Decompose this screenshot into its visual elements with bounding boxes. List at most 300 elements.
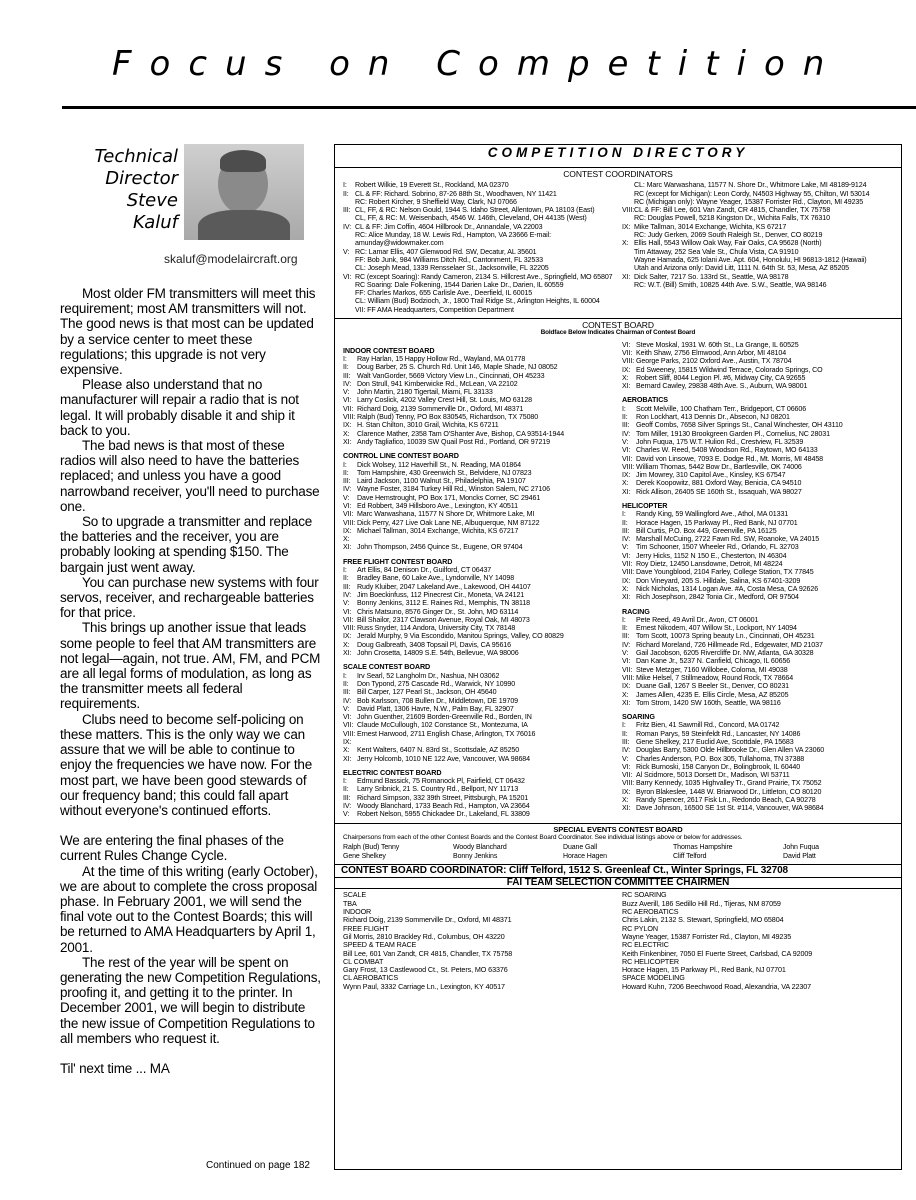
district-label: VI:	[343, 607, 352, 616]
directory-entry	[622, 382, 895, 390]
entry-text: Bill Curtis, P.O. Box 449, Greenville, PA 16125	[636, 526, 777, 535]
entry-text: George Parks, 2102 Oxford Ave., Austin, TX 78704	[636, 357, 792, 366]
fai-category: INDOOR	[343, 907, 372, 917]
directory-entry	[343, 810, 616, 818]
directory-entry	[622, 682, 895, 690]
directory-entry	[622, 560, 895, 568]
directory-entry	[343, 494, 616, 502]
article-paragraph: The bad news is that most of these radios will also need to have the batteries replaced; and unless you have a good narrowband receiver, you'll need to purchase one.	[60, 438, 320, 514]
directory-entry	[343, 281, 616, 289]
directory-entry	[622, 273, 895, 281]
board-heading: HELICOPTER	[622, 500, 668, 510]
directory-entry	[622, 641, 895, 649]
fai-entry	[622, 974, 893, 991]
entry-text: Ron Lockhart, 413 Dennis Dr., Absecon, NJ 08201	[636, 413, 790, 422]
fai-category: FREE FLIGHT	[343, 923, 389, 933]
district-label	[622, 231, 634, 239]
district-label: X:	[343, 535, 350, 544]
directory-entry	[622, 463, 895, 471]
entry-text: John Guenther, 21609 Borden-Greenville Rd., Borden, IN	[357, 713, 532, 722]
directory-entry	[622, 535, 895, 543]
directory-entry	[343, 485, 616, 493]
entry-text: RC (except for Michigan): Leon Cordy, N4503 Highway 55, Chilton, WI 53014	[634, 189, 870, 198]
district-label: IX:	[343, 738, 352, 746]
directory-entry	[343, 794, 616, 802]
directory-entry	[343, 248, 616, 256]
board-heading: FREE FLIGHT CONTEST BOARD	[343, 556, 453, 566]
board-heading: SOARING	[622, 712, 655, 722]
author-label-line: Steve	[126, 190, 178, 211]
entry-text: Fritz Bien, 41 Sawmill Rd., Concord, MA 01742	[636, 721, 780, 730]
directory-title: COMPETITION DIRECTORY	[487, 145, 749, 160]
article-paragraph: Clubs need to become self-policing on these matters. This is the only way we can assure that we will be able to continue to enjoy the frequencies we have now. For the most part, we have been good stewards of our frequency band; this could fall apart without everyone's continued efforts.	[60, 711, 313, 818]
entry-text: CL & FF: Jim Coffin, 4604 Hillbrook Dr., Annandale, VA 22003	[355, 222, 543, 231]
district-label	[622, 214, 634, 222]
district-label: VIII:	[622, 673, 635, 682]
district-label: IX:	[622, 222, 631, 231]
entry-text: Rudy Kluiber, 2047 Lakeland Ave., Lakewood, OH 44107	[357, 582, 531, 591]
entry-text: Tom Scott, 10073 Spring beauty Ln., Cincinnati, OH 45231	[636, 632, 815, 641]
district-label: VIII:	[622, 206, 635, 215]
district-label: II:	[343, 363, 349, 372]
directory-entry	[343, 190, 616, 198]
district-label	[343, 297, 355, 305]
directory-entry	[622, 577, 895, 585]
directory-entry	[622, 755, 895, 763]
directory-entry	[622, 206, 895, 214]
directory-entry	[343, 802, 616, 810]
special-events-member: Thomas Hampshire	[673, 844, 733, 852]
directory-entry	[622, 214, 895, 222]
district-label: III:	[622, 421, 630, 430]
district-label: VI:	[343, 713, 352, 722]
district-label: V:	[622, 649, 629, 658]
special-events-heading: SPECIAL EVENTS CONTEST BOARD	[335, 823, 901, 834]
directory-entry	[622, 510, 895, 518]
entry-text: Don Vineyard, 205 S. Hilldale, Salina, KS 67401-3209	[636, 576, 801, 585]
district-label: VII:	[622, 454, 633, 463]
directory-entry	[343, 421, 616, 429]
district-label: V:	[622, 543, 629, 552]
directory-entry	[343, 388, 616, 396]
district-label: VI:	[622, 657, 631, 666]
directory-entry	[622, 446, 895, 454]
district-label: IX:	[622, 576, 631, 585]
special-events-names	[335, 842, 901, 864]
entry-text: Bob Karlsson, 708 Bullen Dr., Middletown, DE 19709	[357, 696, 519, 705]
special-events-member: Ralph (Bud) Tenny	[343, 844, 400, 852]
directory-entry	[343, 413, 616, 421]
entry-text: Jerry Hicks, 1152 N 150 E., Chesterton, IN 46304	[636, 551, 787, 560]
directory-entry	[343, 289, 616, 297]
directory-entry	[343, 649, 616, 657]
entry-text: Keith Shaw, 2756 Elmwood, Ann Arbor, MI 48104	[636, 348, 787, 357]
article-body	[60, 286, 322, 1076]
entry-text: Rick Burnoski, 158 Canyon Dr., Bolingbrook, IL 60440	[636, 762, 801, 771]
district-label: II:	[343, 468, 349, 477]
entry-text: Tim Attaway, 252 Sea Vale St., Chula Vista, CA 91910	[634, 247, 799, 256]
special-events-description: Chairpersons from each of the other Contest Boards and the Contest Board Coordinator. See individual listings above or below for addresses.	[343, 833, 743, 841]
photo-hair-shape	[220, 150, 266, 172]
entry-text: Robert Nelson, 5955 Chickadee Dr., Lakeland, FL 33809	[357, 810, 530, 819]
entry-text: John Martin, 2180 Tigertail, Miami, FL 33133	[357, 388, 493, 397]
entry-text: Wayne Foster, 3184 Turkey Hill Rd., Winston Salem, NC 27106	[357, 485, 550, 494]
entry-text: Steve Metzger, 7160 Willobee, Coloma, MI 49038	[636, 665, 788, 674]
entry-text: David Platt, 1306 Havre, N.W., Palm Bay, FL 32907	[357, 704, 514, 713]
district-label: X:	[622, 239, 629, 248]
directory-entry	[622, 788, 895, 796]
entry-text: Marshall McCuing, 2722 Fawn Rd. SW, Roanoke, VA 24015	[636, 535, 820, 544]
entry-text: Kent Walters, 6407 N. 83rd St., Scottsdale, AZ 85250	[357, 746, 520, 755]
entry-text: Walt VanGorder, 5669 Victory View Ln., Cincinnati, OH 45233	[357, 371, 545, 380]
article-paragraph: Most older FM transmitters will meet this requirement; most AM transmitters will not. The good news is that most can be updated by a service center to meet these regulations; this upgrade is not very expensive.	[60, 286, 316, 378]
district-label: III:	[343, 688, 351, 697]
district-label: I:	[343, 777, 347, 786]
district-label: II:	[622, 624, 628, 633]
fai-left-column	[343, 891, 614, 991]
directory-entry	[622, 666, 895, 674]
entry-text: Dave Youngblood, 2104 Farley, College Station, TX 77845	[636, 568, 814, 577]
directory-entry	[343, 641, 616, 649]
district-label: I:	[622, 404, 626, 413]
district-label: XI:	[622, 698, 631, 707]
district-label: II:	[622, 729, 628, 738]
directory-entry	[343, 430, 616, 438]
entry-text: RC (Michigan only): Wayne Yeager, 15387 Forrister Rd., Clayton, MI 49235	[634, 197, 864, 206]
district-label	[343, 214, 355, 222]
contest-board-list	[335, 338, 901, 819]
author-label-line: Director	[105, 168, 178, 189]
district-label: VIII:	[343, 518, 356, 527]
entry-text: Nick Nicholas, 1314 Logan Ave. #A, Costa Mesa, CA 92626	[636, 584, 819, 593]
entry-text: Barry Kennedy, 1035 Highvalley Tr., Grand Prairie, TX 75052	[636, 779, 822, 788]
entry-text: William Thomas, 5442 Bow Dr., Bartlesville, OK 74006	[636, 462, 802, 471]
fai-chairman: Wynn Paul, 3332 Carriage Ln., Lexington, KY 40517	[343, 981, 505, 991]
entry-text: Bonny Jenkins, 3112 E. Raines Rd., Memphis, TN 38118	[357, 599, 531, 608]
fai-chairman: Gary Frost, 13 Castlewood Ct., St. Peters, MO 63376	[343, 965, 508, 975]
district-label: II:	[343, 785, 349, 794]
district-label: VI:	[343, 501, 352, 510]
district-label	[622, 264, 634, 272]
district-label: X:	[343, 746, 350, 755]
entry-text: Robert Wilkie, 19 Everett St., Rockland, MA 02370	[355, 181, 509, 190]
directory-entry	[343, 608, 616, 616]
coordinators-list	[335, 178, 901, 314]
fai-category: RC PYLON	[622, 923, 658, 933]
district-label	[622, 181, 634, 189]
directory-entry	[343, 777, 616, 785]
district-label: II:	[343, 189, 349, 198]
entry-text: Roman Parys, 59 Steinfeldt Rd., Lancaster, NY 14086	[636, 729, 801, 738]
district-label: I:	[343, 181, 347, 190]
district-label: IX:	[343, 632, 352, 641]
entry-text: Robert Sliff, 8044 Legion Pl. #6, Midway City, CA 92655	[636, 373, 806, 382]
contest-board-subheading: Boldface Below Indicates Chairman of Contest Board	[540, 329, 696, 337]
district-label: I:	[622, 510, 626, 519]
directory-entry	[343, 396, 616, 404]
directory-entry	[622, 223, 895, 231]
district-label: VIII:	[343, 729, 356, 738]
entry-text: Michael Tallman, 3014 Exchange, Wichita, KS 67217	[357, 526, 519, 535]
header-divider	[62, 106, 916, 109]
district-label: V:	[343, 388, 350, 397]
entry-text: Ernest Nikodem, 407 Willow St., Lockport, NY 14094	[636, 624, 797, 633]
directory-entry	[622, 239, 895, 247]
article-paragraph: Please also understand that no manufacturer will repair a radio that is not legal. It will probably disable it and ship it back to you.	[60, 377, 299, 438]
entry-text: Larry Coslick, 4202 Valley Crest Hill, St. Louis, MO 63128	[357, 396, 533, 405]
entry-text: Dave Johnson, 16500 SE 1st St. #114, Vancouver, WA 98684	[636, 804, 824, 813]
directory-entry	[622, 738, 895, 746]
directory-entry	[622, 430, 895, 438]
fai-entry	[622, 958, 893, 975]
entry-text: Duane Gall, 1267 S Beeler St., Denver, CO 80231	[636, 682, 790, 691]
entry-text: Wayne Hamada, 625 Iolani Ave. Apt. 604, Honolulu, HI 96813-1812 (Hawaii)	[634, 255, 867, 264]
district-label: VII:	[343, 615, 354, 624]
entry-text: Gail Jacobson, 6205 Rivercliffe Dr. NW, Atlanta, GA 30328	[636, 649, 814, 658]
special-events-member: Woody Blanchard	[453, 844, 507, 852]
district-label	[343, 264, 355, 272]
district-label: VII:	[622, 771, 633, 780]
district-label: IV:	[343, 379, 352, 388]
entry-text: Edmund Bassick, 75 Romanock Pl, Fairfield, CT 06432	[357, 777, 525, 786]
district-label: XI:	[343, 543, 352, 552]
author-label-line: Technical	[94, 146, 178, 167]
entry-text: Tom Strom, 1420 SW 160th, Seattle, WA 98116	[636, 698, 781, 707]
district-label: VI:	[622, 340, 631, 349]
district-label: VIII:	[622, 779, 635, 788]
directory-entry	[622, 632, 895, 640]
entry-text: Geoff Combs, 7658 Silver Springs St., Canal Winchester, OH 43110	[636, 421, 843, 430]
directory-entry	[343, 306, 616, 314]
entry-text: Richard Moreland, 726 Hillmeade Rd., Edgewater, MD 21037	[636, 640, 823, 649]
directory-entry	[343, 574, 616, 582]
fai-right-column	[622, 891, 893, 991]
directory-entry	[343, 688, 616, 696]
entry-text: Horace Hagen, 15 Parkway Pl., Red Bank, NJ 07701	[636, 518, 798, 527]
board-heading: SCALE CONTEST BOARD	[343, 662, 431, 672]
directory-entry	[622, 281, 895, 289]
entry-text: Derek Koopowitz, 881 Oxford Way, Benicia, CA 94510	[636, 479, 802, 488]
district-label: XI:	[622, 487, 631, 496]
fai-list	[335, 889, 901, 993]
district-label: IX:	[622, 682, 631, 691]
district-label	[622, 248, 634, 256]
author-email[interactable]: skaluf@modelaircraft.org	[164, 252, 298, 266]
boards-left-column	[343, 341, 616, 819]
district-label: VII:	[343, 721, 354, 730]
directory-entry	[343, 206, 616, 214]
directory-entry	[343, 214, 616, 222]
board-heading: CONTROL LINE CONTEST BOARD	[343, 451, 459, 461]
district-label: X:	[343, 640, 350, 649]
entry-text: Bill Carper, 127 Pearl St., Jackson, OH 45640	[357, 688, 497, 697]
entry-text: Dick Salter, 7217 So. 133rd St., Seattle, WA 98178	[634, 272, 789, 281]
entry-text: RC: Judy Gerken, 2069 South Raleigh St., Denver, CO 80219	[634, 231, 823, 240]
district-label: IV:	[622, 429, 631, 438]
directory-entry	[343, 721, 616, 729]
entry-text: James Allen, 4235 E. Ellis Circle, Mesa, AZ 85205	[636, 690, 789, 699]
directory-entry	[343, 223, 616, 231]
entry-text: RC (except Soaring): Randy Cameron, 2134 S. Hillcrest Ave., Springfield, MO 65807	[355, 272, 613, 281]
entry-text: Doug Barber, 25 S. Church Rd. Unit 146, Maple Shade, NJ 08052	[357, 363, 558, 372]
entry-text: Irv Searl, 52 Langholm Dr., Nashua, NH 03062	[357, 671, 500, 680]
board-heading: AEROBATICS	[622, 395, 668, 405]
directory-entry	[622, 366, 895, 374]
directory-entry	[622, 413, 895, 421]
entry-text: Bernard Cawley, 29838 48th Ave. S., Auburn, WA 98001	[636, 382, 808, 391]
entry-text: Larry Sribnick, 21 S. Country Rd., Bellport, NY 11713	[357, 785, 519, 794]
fai-entry	[343, 891, 614, 908]
directory-entry	[343, 746, 616, 754]
entry-text: RC: Alice Munday, 18 W. Lewis Rd., Hampton, VA 23666 E-mail: amunday@widowmaker.com	[355, 231, 551, 248]
author-photo	[184, 144, 304, 240]
directory-entry	[622, 593, 895, 601]
directory-entry	[622, 198, 895, 206]
entry-text: RC: W.T. (Bill) Smith, 10825 44th Ave. S.W., Seattle, WA 98146	[634, 280, 827, 289]
district-label: III:	[343, 206, 351, 215]
district-label: III:	[343, 371, 351, 380]
entry-text: CL, FF, & RC: Nelson Gould, 1944 S. Idaho Street, Allentown, PA 18103 (East)	[355, 206, 595, 215]
coordinators-left-column	[343, 181, 616, 314]
entry-text: Don Strull, 941 Kimberwicke Rd., McLean, VA 22102	[357, 379, 518, 388]
district-label: XI:	[343, 437, 352, 446]
directory-entry	[343, 198, 616, 206]
directory-entry	[622, 471, 895, 479]
directory-entry	[622, 349, 895, 357]
entry-text: Tom Hampshire, 430 Greenwich St., Belvidere, NJ 07823	[357, 468, 532, 477]
special-events-member: Gene Shelkey	[343, 852, 386, 860]
directory-entry	[343, 405, 616, 413]
entry-text: Douglas Barry, 5300 Olde Hillbrooke Dr., Glen Allen VA 23060	[636, 746, 825, 755]
district-label: V:	[622, 437, 629, 446]
district-label: VII:	[343, 404, 354, 413]
entry-text: Scott Melville, 100 Chatham Terr., Bridgeport, CT 06606	[636, 404, 807, 413]
entry-text: Art Ellis, 84 Denison Dr., Guilford, CT 06437	[357, 566, 492, 575]
board-heading: ELECTRIC CONTEST BOARD	[343, 767, 442, 777]
district-label	[622, 198, 634, 206]
fai-chairman: Horace Hagen, 15 Parkway Pl., Red Bank, NJ 07701	[622, 965, 786, 975]
coordinators-right-column	[622, 181, 895, 314]
entry-text: Dave Hemstrought, PO Box 171, Moncks Corner, SC 29461	[357, 493, 541, 502]
entry-text: Laird Jackson, 1100 Walnut St., Philadelphia, PA 19107	[357, 477, 526, 486]
entry-text: Charles Anderson, P.O. Box 305, Tullahoma, TN 37388	[636, 754, 805, 763]
entry-text: CL: William (Bud) Bodzioch, Jr., 1800 Trail Ridge St., Arlington Heights, IL 60004	[355, 297, 600, 306]
district-label: VIII:	[622, 568, 635, 577]
article-paragraph: So to upgrade a transmitter and replace the batteries and the receiver, you are probably looking at spending $150. The bargain just went away.	[60, 514, 313, 575]
directory-entry	[343, 566, 616, 574]
entry-text: Chris Matsuno, 8576 Ginger Dr., St. John, MO 63114	[357, 607, 519, 616]
district-label: IV:	[343, 590, 352, 599]
district-label: I:	[343, 566, 347, 575]
directory-entry	[343, 632, 616, 640]
entry-text: Claude McCullough, 102 Constance St., Montezuma, IA	[357, 721, 528, 730]
district-label: VI:	[343, 396, 352, 405]
entry-text: CL, FF, & RC: M. Weisenbach, 4546 W. 146th, Cleveland, OH 44135 (West)	[355, 214, 587, 223]
special-events-member: Cliff Telford	[673, 852, 707, 860]
entry-text: RC: Douglas Powell, 5218 Kingston Dr., Wichita Falls, TX 76310	[634, 214, 830, 223]
entry-text: Andy Tagliafico, 10039 SW Quail Post Rd., Portland, OR 97219	[357, 437, 550, 446]
directory-entry	[622, 190, 895, 198]
directory-entry	[343, 672, 616, 680]
district-label: IV:	[622, 640, 631, 649]
contest-board-heading: CONTEST BOARD	[335, 318, 901, 329]
directory-entry	[343, 363, 616, 371]
district-label: IV:	[343, 485, 352, 494]
district-label: VIII:	[622, 357, 635, 366]
district-label: III:	[622, 526, 630, 535]
district-label	[622, 256, 634, 264]
fai-entry	[622, 908, 893, 925]
fai-category: SPACE MODELING	[622, 973, 685, 983]
board-heading: INDOOR CONTEST BOARD	[343, 345, 435, 355]
entry-text	[357, 738, 616, 746]
entry-text: Utah and Arizona only: David Litt, 1111 N. 64th St. 53, Mesa, AZ 85205	[634, 264, 850, 273]
entry-text: RC: Robert Kircher, 9 Sheffield Way, Clark, NJ 07066	[355, 197, 517, 206]
directory-entry	[622, 796, 895, 804]
directory-entry	[343, 264, 616, 272]
entry-text: Jerry Holcomb, 1010 NE 122 Ave, Vancouver, WA 98684	[357, 754, 531, 763]
entry-text: Ellis Hall, 5543 Willow Oak Way, Fair Oaks, CA 95628 (North)	[634, 239, 822, 248]
entry-text: Tim Schooner, 1507 Wheeler Rd., Orlando, FL 32703	[636, 543, 799, 552]
district-label: IV:	[343, 696, 352, 705]
district-label: VI:	[622, 446, 631, 455]
entry-text: Dick Wolsey, 112 Haverhill St., N. Reading, MA 01864	[357, 460, 521, 469]
directory-entry	[622, 585, 895, 593]
entry-text: Steve Moskal, 1931 W. 60th St., La Grange, IL 60525	[636, 340, 799, 349]
special-events-member: Duane Gall	[563, 844, 598, 852]
directory-entry	[343, 713, 616, 721]
district-label	[343, 256, 355, 264]
directory-entry	[343, 372, 616, 380]
paragraph-gap	[60, 1046, 322, 1061]
entry-text: Ed Robbert, 349 Hillsboro Ave., Lexington, KY 40511	[357, 501, 518, 510]
district-label: VII:	[622, 560, 633, 569]
entry-text: Bill Shailor, 2317 Clawson Avenue, Royal Oak, MI 48073	[357, 615, 530, 624]
boards-right-column	[622, 341, 895, 819]
district-label: V:	[343, 704, 350, 713]
board-heading: RACING	[622, 606, 650, 616]
district-label: I:	[343, 354, 347, 363]
photo-body-shape	[198, 210, 290, 240]
entry-text: Woody Blanchard, 1733 Beach Rd., Hampton, VA 23664	[357, 802, 530, 811]
district-label: I:	[622, 721, 626, 730]
district-label: IX:	[343, 421, 352, 430]
district-label: IV:	[622, 535, 631, 544]
directory-entry	[622, 779, 895, 787]
entry-text: RC Soaring: Dale Folkening, 1544 Darien Lake Dr., Darien, IL 60559	[355, 280, 564, 289]
district-label: III:	[343, 793, 351, 802]
fai-category: CL AEROBATICS	[343, 973, 399, 983]
fai-entry	[343, 958, 614, 975]
directory-entry	[622, 543, 895, 551]
directory-entry	[343, 355, 616, 363]
directory-entry	[622, 438, 895, 446]
district-label	[343, 231, 355, 248]
directory-entry	[343, 510, 616, 518]
district-label: III:	[622, 738, 630, 746]
article-paragraph: We are entering the final phases of the current Rules Change Cycle.	[60, 833, 284, 864]
district-label: X:	[622, 690, 629, 699]
directory-entry	[622, 649, 895, 657]
fai-entry	[622, 891, 893, 908]
entry-text: John Thompson, 2456 Quince St., Eugene, OR 97404	[357, 543, 523, 552]
entry-text: H. Stan Chilton, 3010 Grail, Wichita, KS 67211	[357, 421, 499, 430]
special-events-member: Bonny Jenkins	[453, 852, 498, 860]
directory-entry	[622, 568, 895, 576]
directory-entry	[343, 527, 616, 535]
district-label: IV:	[343, 802, 352, 811]
directory-entry	[622, 488, 895, 496]
